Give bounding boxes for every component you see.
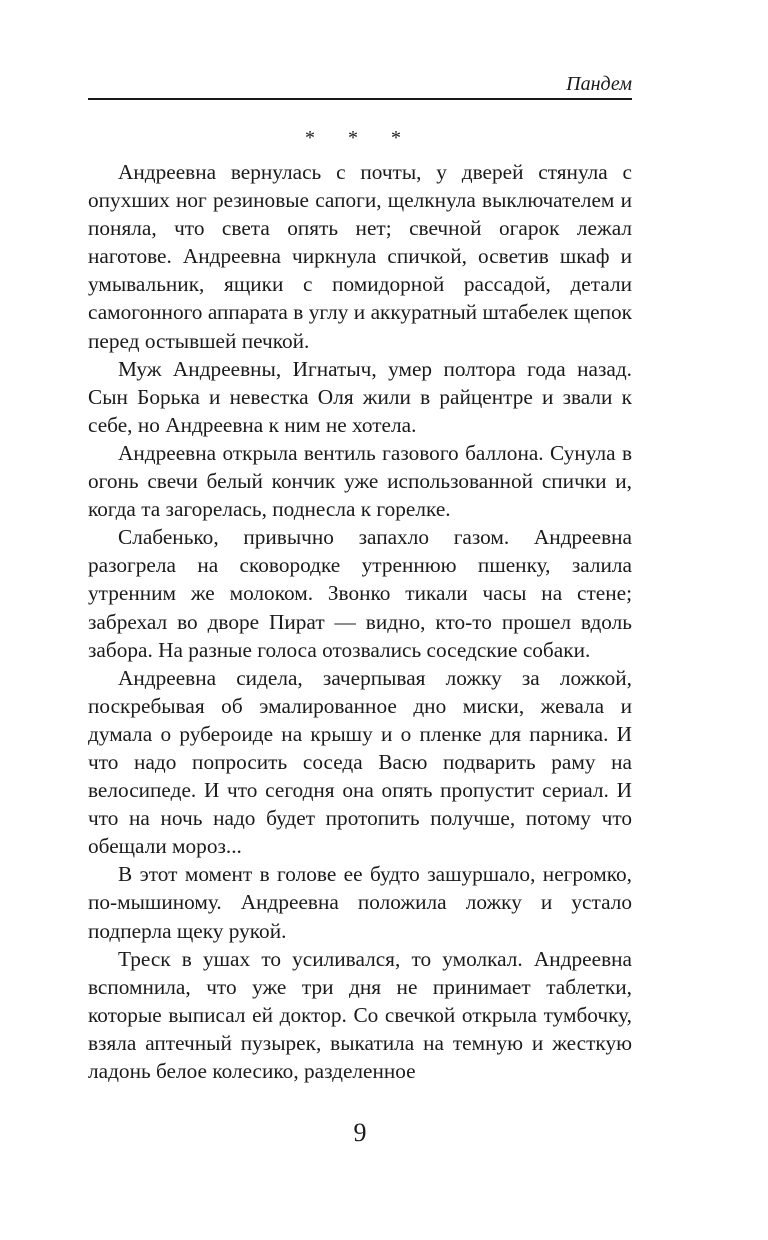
paragraph: Треск в ушах то усиливался, то умолкал. Андреевна вспомнила, что уже три дня не принимает таблетки, которые выписал ей доктор. Со свечкой открыла тумбочку, взяла аптечный пузырек, выкатила на темную и жесткую ладонь белое колесико, разделенное bbox=[88, 946, 632, 1083]
body-text bbox=[88, 158, 632, 1085]
paragraph: Андреевна открыла вентиль газового баллона. Сунула в огонь свечи белый кончик уже использованной спички и, когда та загорелась, поднесла к горелке. bbox=[88, 440, 632, 522]
paragraph: Андреевна вернулась с почты, у дверей стянула с опухших ног резиновые сапоги, щелкнула выключателем и поняла, что света опять нет; свечной огарок лежал наготове. Андреевна чиркнула спичкой, осветив шкаф и умывальник, ящики с помидорной рассадой, детали самогонного аппарата в углу и аккуратный штабелек щепок перед остывшей печкой. bbox=[88, 160, 632, 353]
paragraph: Слабенько, привычно запахло газом. Андреевна разогрела на сковородке утреннюю пшенку, залила утренним же молоком. Звонко тикали часы на стене; забрехал во дворе Пират — видно, кто-то прошел вдоль забора. На разные голоса отозвались соседские собаки. bbox=[88, 525, 632, 662]
header-rule bbox=[88, 98, 632, 100]
running-title: Пандем bbox=[566, 73, 632, 95]
paragraph: Андреевна сидела, зачерпывая ложку за ложкой, поскребывая об эмалированное дно миски, жевала и думала о рубероиде на крышу и о пленке для парника. И что надо попросить соседа Васю подварить раму на велосипеде. И что сегодня она опять пропустит сериал. И что на ночь надо будет протопить получше, потому что обещали мороз... bbox=[88, 665, 632, 859]
section-break: * * * bbox=[305, 127, 415, 149]
paragraph: В этот момент в голове ее будто зашуршало, негромко, по-мышиному. Андреевна положила ложку и устало подперла щеку рукой. bbox=[88, 862, 632, 943]
page-number: 9 bbox=[353, 1118, 367, 1147]
paragraph: Муж Андреевны, Игнатыч, умер полтора года назад. Сын Борька и невестка Оля жили в райцентре и звали к себе, но Андреевна к ним не хотела. bbox=[88, 356, 632, 437]
